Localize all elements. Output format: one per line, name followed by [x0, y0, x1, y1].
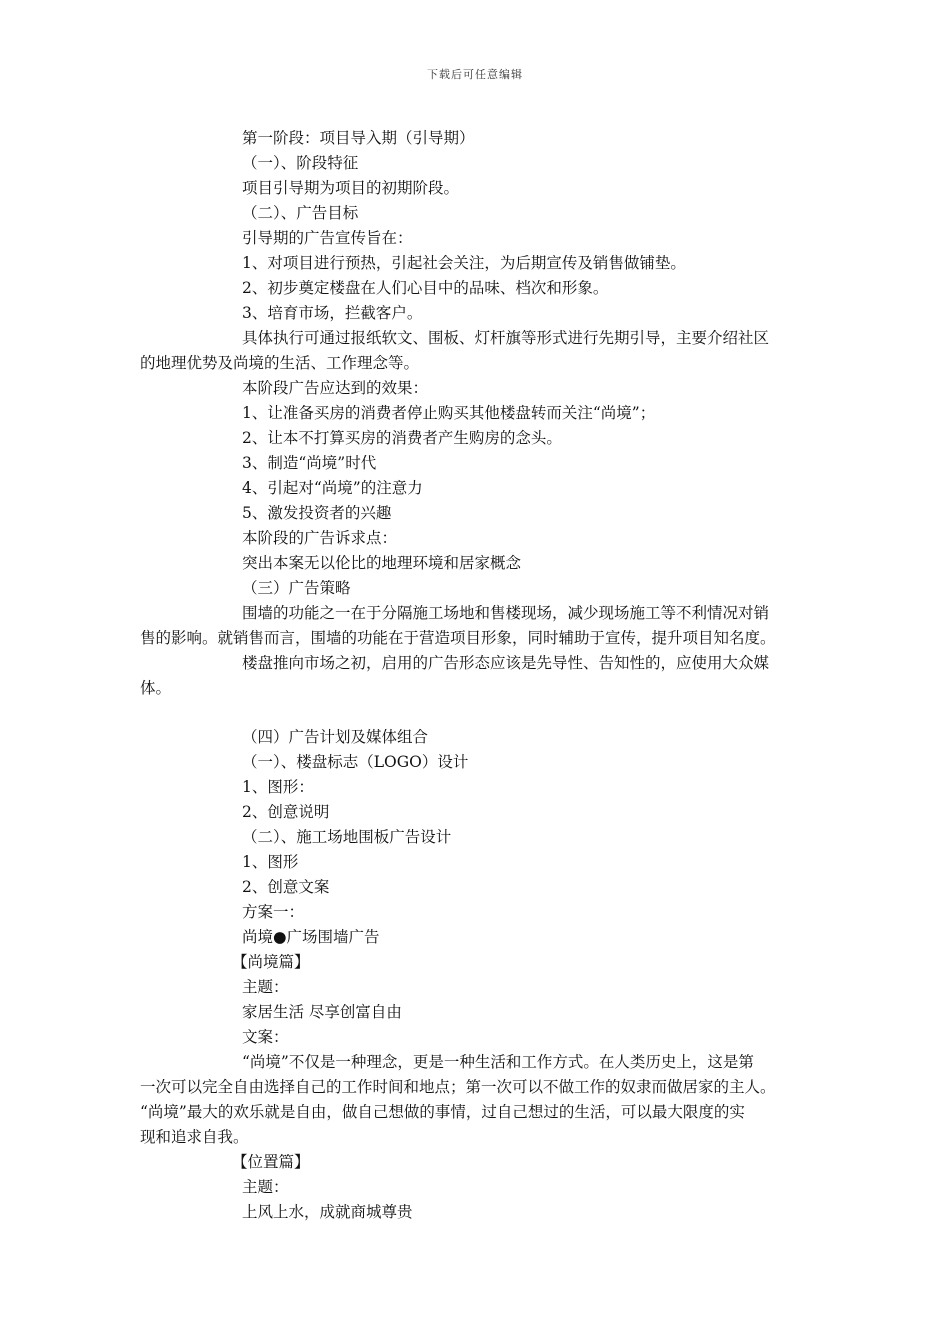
paragraph-line: 家居生活 尽享创富自由	[242, 1003, 402, 1021]
paragraph-line: 本阶段广告应达到的效果：	[242, 379, 429, 397]
paragraph-line: 售的影响。就销售而言，围墙的功能在于营造项目形象，同时辅助于宣传，提升项目知名度。	[140, 629, 776, 647]
paragraph-line: 体。	[140, 679, 172, 697]
list-item: 2、创意文案	[242, 878, 330, 896]
paragraph-line: 一次可以完全自由选择自己的工作时间和地点；第一次可以不做工作的奴隶而做居家的主人。	[140, 1078, 776, 1096]
paragraph-line: 引导期的广告宣传旨在：	[242, 229, 413, 247]
section-title-phase-one: 第一阶段：项目导入期（引导期）	[242, 129, 475, 147]
paragraph-line: 楼盘推向市场之初，启用的广告形态应该是先导性、告知性的，应使用大众媒	[242, 654, 770, 672]
paragraph-line: 围墙的功能之一在于分隔施工场地和售楼现场，减少现场施工等不利情况对销	[242, 604, 770, 622]
list-item: 1、图形：	[242, 778, 314, 796]
subheading-hoarding-design: （二）、施工场地围板广告设计	[242, 828, 452, 846]
paragraph-line: 项目引导期为项目的初期阶段。	[242, 179, 460, 197]
subheading-stage-features: （一）、阶段特征	[242, 154, 359, 172]
list-item: 1、让准备买房的消费者停止购买其他楼盘转而关注“尚境”；	[242, 404, 656, 422]
section-label-shangjing: 【尚境篇】	[232, 953, 310, 971]
list-item: 3、培育市场，拦截客户。	[242, 304, 423, 322]
paragraph-line: 突出本案无以伦比的地理环境和居家概念	[242, 554, 522, 572]
paragraph-line: 的地理优势及尚境的生活、工作理念等。	[140, 354, 420, 372]
subheading-ad-goals: （二）、广告目标	[242, 204, 359, 222]
paragraph-line: 主题：	[242, 1178, 289, 1196]
paragraph-line: 方案一：	[242, 903, 305, 921]
subheading-ad-strategy: （三）广告策略	[242, 579, 351, 597]
paragraph-line: 现和追求自我。	[140, 1128, 249, 1146]
list-item: 3、制造“尚境”时代	[242, 454, 377, 472]
list-item: 1、对项目进行预热，引起社会关注，为后期宣传及销售做铺垫。	[242, 254, 686, 272]
paragraph-line: 上风上水，成就商城尊贵	[242, 1203, 413, 1221]
paragraph-line: 本阶段的广告诉求点：	[242, 529, 398, 547]
list-item: 1、图形	[242, 853, 299, 871]
paragraph-line: 具体执行可通过报纸软文、围板、灯杆旗等形式进行先期引导，主要介绍社区	[242, 329, 770, 347]
paragraph-line: “尚境”不仅是一种理念，更是一种生活和工作方式。在人类历史上，这是第	[242, 1053, 754, 1071]
subheading-ad-plan: （四）广告计划及媒体组合	[242, 728, 429, 746]
list-item: 5、激发投资者的兴趣	[242, 504, 392, 522]
list-item: 2、让本不打算买房的消费者产生购房的念头。	[242, 429, 562, 447]
paragraph-line: “尚境”最大的欢乐就是自由，做自己想做的事情，过自己想过的生活，可以最大限度的实	[140, 1103, 745, 1121]
subheading-logo-design: （一）、楼盘标志（LOGO）设计	[242, 753, 469, 771]
list-item: 2、创意说明	[242, 803, 330, 821]
paragraph-line: 文案：	[242, 1028, 289, 1046]
page-header: 下载后可任意编辑	[427, 68, 523, 81]
section-label-location: 【位置篇】	[232, 1153, 310, 1171]
list-item: 4、引起对“尚境”的注意力	[242, 479, 423, 497]
paragraph-line: 尚境●广场围墙广告	[242, 928, 380, 946]
paragraph-line: 主题：	[242, 978, 289, 996]
list-item: 2、初步奠定楼盘在人们心目中的品味、档次和形象。	[242, 279, 609, 297]
